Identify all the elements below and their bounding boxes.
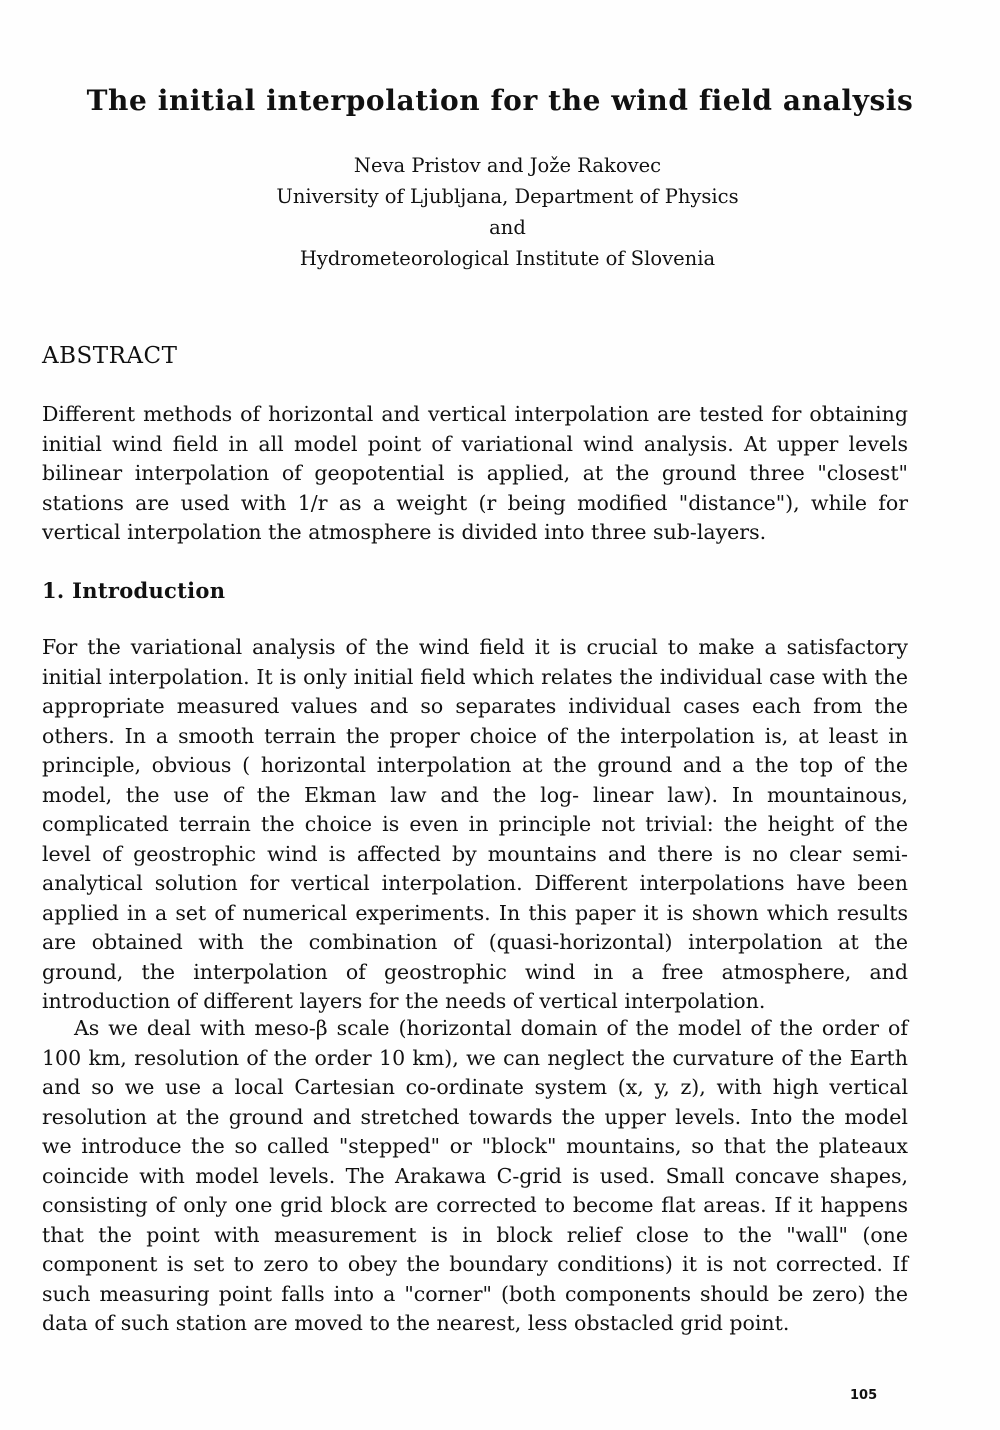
affiliation-and: and [489, 216, 526, 239]
author-names: Neva Pristov and Jože Rakovec [353, 154, 662, 177]
abstract-text: Different methods of horizontal and vertical interpolation are tested for obtaining initial wind field in all model point of variational wind analysis. At upper levels bilinear interpolation of geopotential is applied, at the ground three "closest" stations are used with 1/r as a weight (r being modified "distance"), while for vertical interpolation the atmosphere is divided into three sub-layers. [42, 402, 908, 544]
paper-title: The initial interpolation for the wind field analysis [86, 84, 914, 117]
affiliation-2: Hydrometeorological Institute of Slovenia [299, 247, 716, 270]
intro-paragraph-2: As we deal with meso-β scale (horizontal domain of the model of the order of 100 km, resolution of the order 10 km), we can neglect the curvature of the Earth and so we use a local Cartesian co-ordinate system (x, y, z), with high vertical resolution at the ground and stretched towards the upper levels. Into the model we introduce the so called "stepped" or "block" mountains, so that the plateaux coincide with model levels. The Arakawa C-grid is used. Small concave shapes, consisting of only one grid block are corrected to become flat areas. If it happens that the point with measurement is in block relief close to the "wall" (one component is set to zero to obey the boundary conditions) it is not corrected. If such measuring point falls into a "corner" (both components should be zero) the data of such station are moved to the nearest, less obstacled grid point. [42, 1016, 908, 1335]
abstract-heading: ABSTRACT [42, 343, 178, 369]
author-block [0, 150, 1000, 274]
page-number: 105 [850, 1388, 878, 1403]
section-heading-introduction: 1. Introduction [42, 578, 226, 603]
affiliation-1: University of Ljubljana, Department of Physics [276, 185, 739, 208]
intro-paragraph-1: For the variational analysis of the wind field it is crucial to make a satisfactory initial interpolation. It is only initial field which relates the individual case with the appropriate measured values and so separates individual cases each from the others. In a smooth terrain the proper choice of the interpolation is, at least in principle, obvious ( horizontal interpolation at the ground and a the top of the model, the use of the Ekman law and the log- linear law). In mountainous, complicated terrain the choice is even in principle not trivial: the height of the level of geostrophic wind is affected by mountains and there is no clear semi-analytical solution for vertical interpolation. Different interpolations have been applied in a set of numerical experiments. In this paper it is shown which results are obtained with the combination of (quasi-horizontal) interpolation at the ground, the interpolation of geostrophic wind in a free atmosphere, and introduction of different layers for the needs of vertical interpolation. [42, 635, 908, 1013]
